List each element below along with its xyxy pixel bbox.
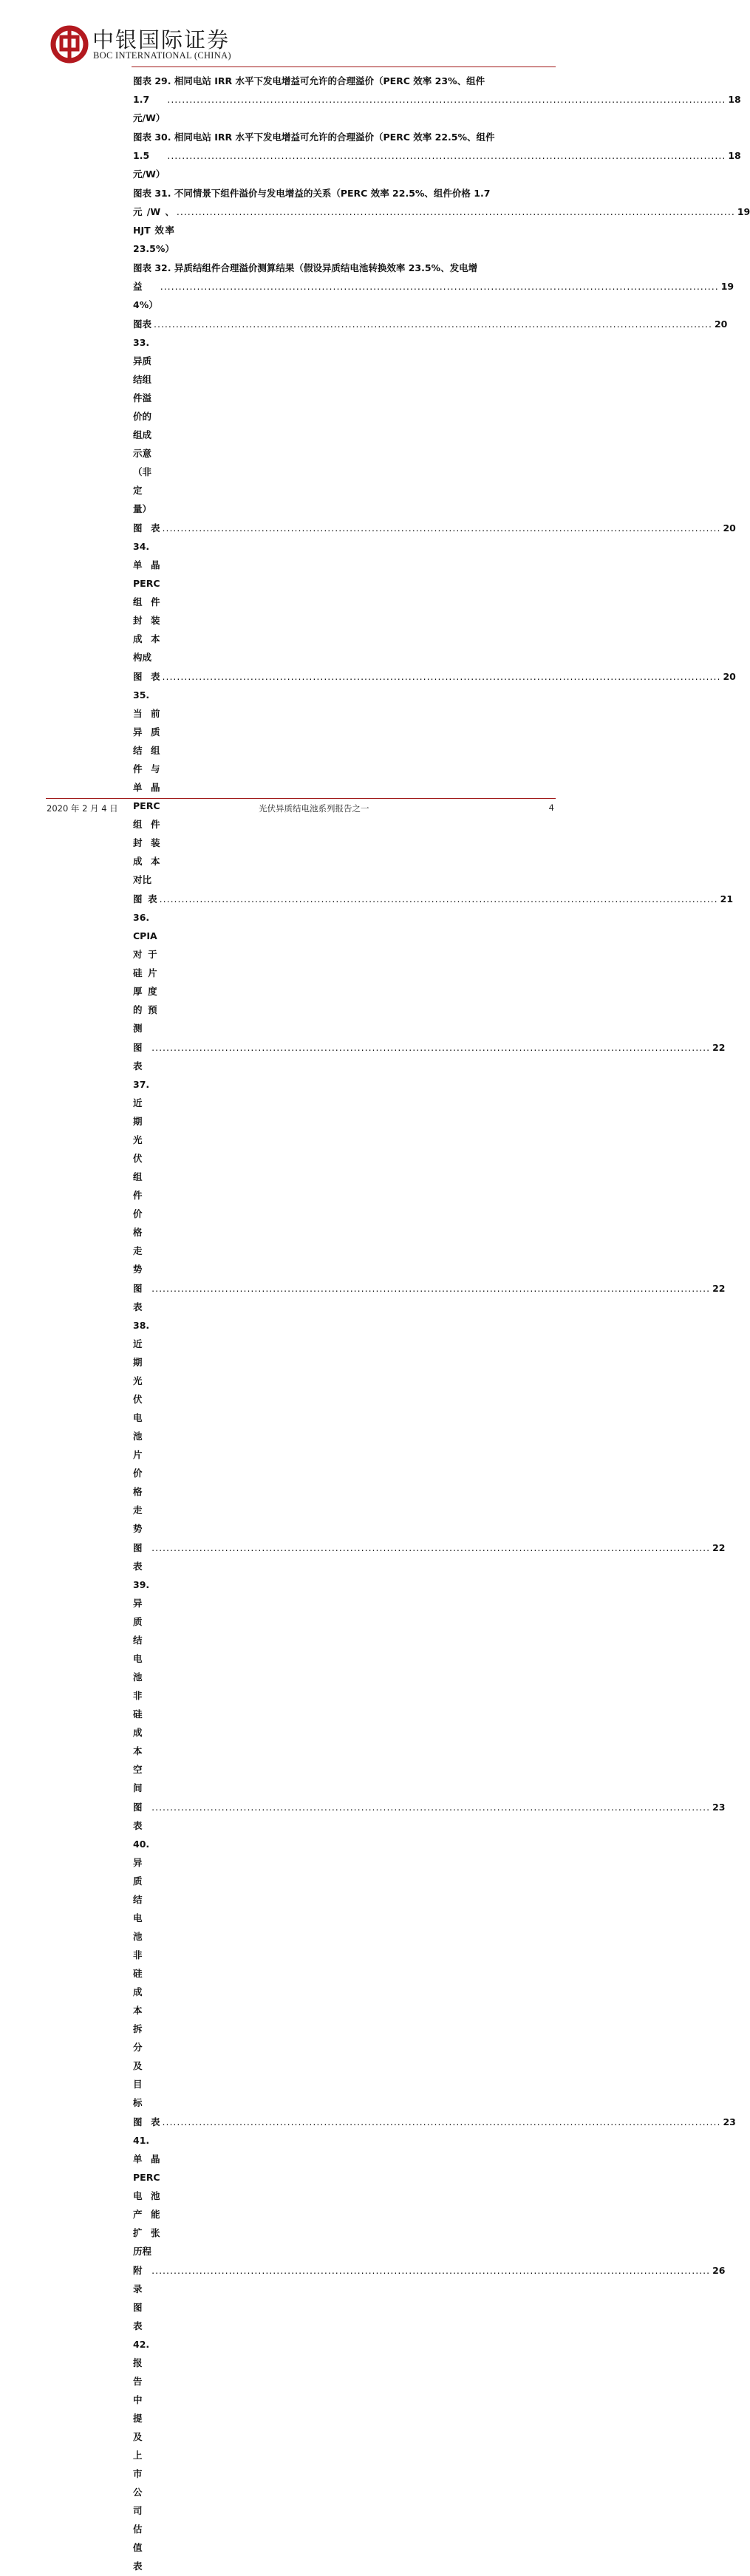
footer-date: 2020 年 2 月 4 日 [47,803,118,814]
toc-entry[interactable] [133,259,734,314]
toc-entry-page: 23 [723,2116,736,2127]
toc-leader-dots: ........................................................................................................................................................ [159,893,718,904]
toc-entry-page: 19 [737,206,750,217]
toc-entry-title: 附录图表 42. 报告中提及上市公司估值表 [133,2265,150,2572]
footer-report-title: 光伏异质结电池系列报告之一 [259,803,369,814]
footer-page-number: 4 [548,803,554,813]
toc-entry-page: 22 [712,1283,726,1294]
toc-leader-dots: ........................................................................................................................................................ [162,2116,721,2127]
toc-leader-dots: ........................................................................................................................................................ [167,150,726,161]
toc-entry-title: 图表 36. CPIA 对于硅片厚度的预测 [133,893,157,1034]
toc-entry-page: 26 [712,2265,726,2276]
toc-entry-title-cont: 1.5 元/W） [133,150,166,180]
toc-leader-dots: ........................................................................................................................................................ [154,318,712,330]
toc-leader-dots: ........................................................................................................................................................ [151,2265,711,2276]
toc-entry-title: 图表 29. 相同电站 IRR 水平下发电增益可允许的合理溢价（PERC 效率 23%、组件 [133,75,485,86]
footer-divider [46,798,556,799]
figure-list [133,72,750,2576]
toc-entry-page: 22 [712,1042,726,1053]
toc-leader-dots: ........................................................................................................................................................ [151,1542,711,1553]
toc-leader-dots: ........................................................................................................................................................ [162,522,721,534]
toc-entry-title: 图表 38. 近期光伏电池片价格走势 [133,1283,150,1534]
brand-name-en: BOC INTERNATIONAL (CHINA) [93,50,231,61]
toc-entry-title: 图表 37. 近期光伏组件价格走势 [133,1042,150,1275]
brand-logo [50,25,242,65]
toc-entry-page: 23 [712,1802,726,1813]
toc-entry[interactable] [133,184,750,258]
toc-leader-dots: ........................................................................................................................................................ [151,1042,711,1053]
toc-leader-dots: ........................................................................................................................................................ [151,1802,711,1813]
toc-leader-dots: ........................................................................................................................................................ [151,1283,711,1294]
toc-entry-title: 图表 40. 异质结电池非硅成本拆分及目标 [133,1802,150,2108]
toc-entry-title-cont: 元/W、 HJT 效率 23.5%） [133,206,174,254]
toc-entry[interactable] [133,128,741,183]
toc-entry-title: 图表 35. 当前异质结组件与单晶 PERC 组件封装成本对比 [133,671,160,885]
toc-entry-page: 20 [714,318,728,330]
boc-emblem-icon [50,25,89,64]
toc-entry-title: 图表 31. 不同情景下组件溢价与发电增益的关系（PERC 效率 22.5%、组件价格 1.7 [133,188,491,199]
toc-leader-dots: ........................................................................................................................................................ [167,94,726,105]
toc-entry-title: 图表 41. 单晶 PERC 电池产能扩张历程 [133,2116,160,2257]
toc-entry-title: 图表 39. 异质结电池非硅成本空间 [133,1542,150,1793]
toc-entry[interactable] [133,2113,736,2260]
toc-entry-title: 图表 30. 相同电站 IRR 水平下发电增益可允许的合理溢价（PERC 效率 22.5%、组件 [133,132,495,143]
toc-entry-title: 图表 32. 异质结组件合理溢价测算结果（假设异质结电池转换效率 23.5%、发电增 [133,262,478,273]
toc-leader-dots: ........................................................................................................................................................ [176,206,735,217]
toc-entry[interactable] [133,2261,726,2575]
toc-entry-page: 22 [712,1542,726,1553]
toc-entry[interactable] [133,1798,726,2112]
toc-entry-page: 18 [728,94,741,105]
toc-entry-page: 21 [720,893,734,904]
toc-leader-dots: ........................................................................................................................................................ [162,671,721,682]
toc-entry[interactable] [133,315,728,518]
toc-entry[interactable] [133,1539,726,1797]
toc-entry[interactable] [133,519,736,667]
toc-leader-dots: ........................................................................................................................................................ [160,281,719,292]
toc-entry-title-cont: 益 4%） [133,281,158,310]
toc-entry[interactable] [133,667,736,889]
toc-entry-page: 20 [723,671,736,682]
toc-entry-title: 图表 33. 异质结组件溢价的组成示意（非定量） [133,318,152,514]
toc-entry-page: 20 [723,522,736,534]
toc-entry-page: 18 [728,150,741,161]
toc-entry-title-cont: 1.7 元/W） [133,94,166,123]
toc-entry-page: 19 [720,281,734,292]
brand-name-cn: 中银国际证券 [92,27,231,52]
toc-entry[interactable] [133,1038,726,1278]
toc-entry[interactable] [133,1279,726,1538]
toc-entry[interactable] [133,890,734,1037]
toc-entry[interactable] [133,72,741,127]
toc-entry-title: 图表 34. 单晶 PERC 组件封装成本构成 [133,522,160,663]
